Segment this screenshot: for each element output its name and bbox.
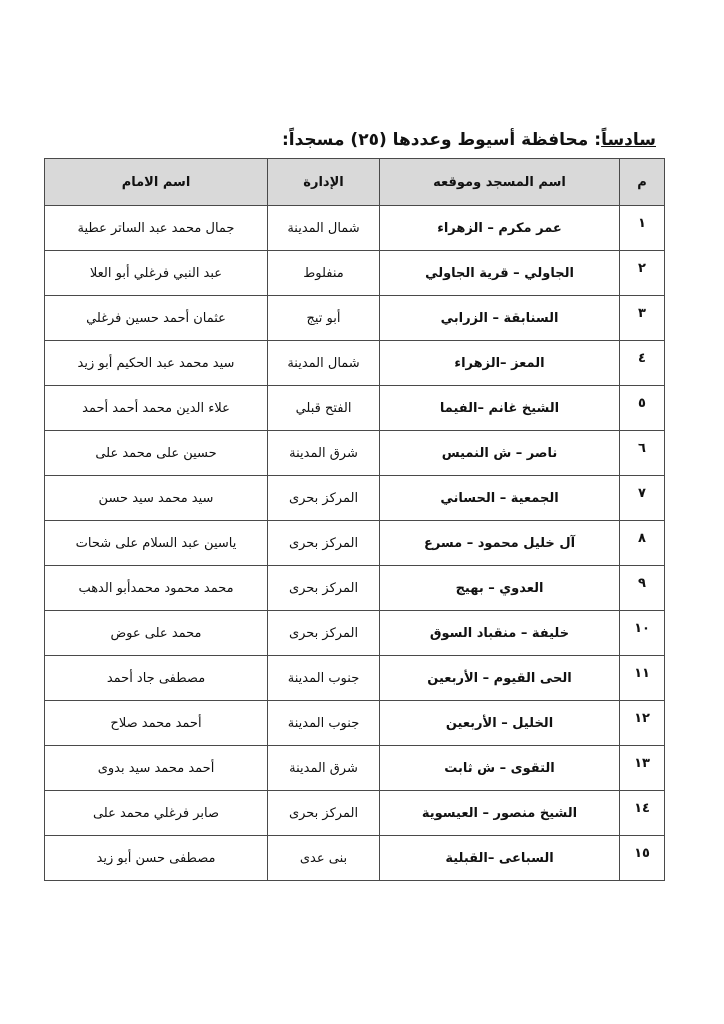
row-number: ١٤ [620,791,665,836]
mosque-name: الجمعية – الحساني [380,476,620,521]
mosque-name: الحى القيوم – الأربعين [380,656,620,701]
mosque-name: الشيخ غانم –الفيما [380,386,620,431]
mosque-name: المعز –الزهراء [380,341,620,386]
heading-lead: سادساً [601,130,656,150]
administration: جنوب المدينة [268,656,380,701]
row-number: ١١ [620,656,665,701]
table-row [45,656,665,701]
imam-name: حسين على محمد على [45,431,268,476]
imam-name: مصطفى جاد أحمد [45,656,268,701]
imam-name: سيد محمد عبد الحكيم أبو زيد [45,341,268,386]
row-number: ٢ [620,251,665,296]
administration: المركز بحرى [268,791,380,836]
administration: المركز بحرى [268,611,380,656]
imam-name: عثمان أحمد حسين فرغلي [45,296,268,341]
mosque-name: عمر مكرم – الزهراء [380,206,620,251]
mosque-name: التقوى – ش ثابت [380,746,620,791]
mosque-name: السنابقة – الزرابي [380,296,620,341]
administration: شرق المدينة [268,431,380,476]
row-number: ١٣ [620,746,665,791]
row-number: ٣ [620,296,665,341]
row-number: ٥ [620,386,665,431]
page-heading [40,130,656,150]
imam-name: سيد محمد سيد حسن [45,476,268,521]
table-row [45,341,665,386]
administration: شمال المدينة [268,341,380,386]
mosque-name: خليفة – منقباد السوق [380,611,620,656]
table-row [45,611,665,656]
mosque-name: السباعى –القبلية [380,836,620,881]
administration: جنوب المدينة [268,701,380,746]
imam-name: محمد على عوض [45,611,268,656]
header-imam: اسم الامام [45,159,268,206]
row-number: ٨ [620,521,665,566]
mosque-name: الشيخ منصور – العيسوية [380,791,620,836]
administration: بنى عدى [268,836,380,881]
table-row [45,521,665,566]
administration: المركز بحرى [268,476,380,521]
table-row [45,251,665,296]
header-number: م [620,159,665,206]
administration: أبو تيج [268,296,380,341]
row-number: ٧ [620,476,665,521]
administration: شمال المدينة [268,206,380,251]
mosque-name: الجاولي – قرية الجاولي [380,251,620,296]
row-number: ١٥ [620,836,665,881]
imam-name: عبد النبي فرغلي أبو العلا [45,251,268,296]
row-number: ٤ [620,341,665,386]
row-number: ١٠ [620,611,665,656]
heading-text: : محافظة أسيوط وعددها (٢٥) مسجداً: [281,130,602,150]
table-row [45,836,665,881]
mosque-name: الخليل – الأربعين [380,701,620,746]
imam-name: مصطفى حسن أبو زيد [45,836,268,881]
imam-name: علاء الدين محمد أحمد أحمد [45,386,268,431]
table-row [45,791,665,836]
header-mosque: اسم المسجد وموقعه [380,159,620,206]
mosques-table [44,158,665,881]
imam-name: أحمد محمد صلاح [45,701,268,746]
table-body [45,206,665,881]
administration: شرق المدينة [268,746,380,791]
imam-name: أحمد محمد سيد بدوى [45,746,268,791]
table-row [45,746,665,791]
mosque-name: العدوي – بهيج [380,566,620,611]
imam-name: صابر فرغلي محمد على [45,791,268,836]
administration: منفلوط [268,251,380,296]
row-number: ١ [620,206,665,251]
table-row [45,206,665,251]
mosque-name: آل خليل محمود – مسرع [380,521,620,566]
imam-name: جمال محمد عبد الساتر عطية [45,206,268,251]
administration: الفتح قبلي [268,386,380,431]
imam-name: ياسين عبد السلام على شحات [45,521,268,566]
table-row [45,386,665,431]
administration: المركز بحرى [268,521,380,566]
header-row [45,159,665,206]
mosque-name: ناصر – ش النميس [380,431,620,476]
table-row [45,476,665,521]
table-row [45,566,665,611]
imam-name: محمد محمود محمدأبو الدهب [45,566,268,611]
table-row [45,701,665,746]
table-header [45,159,665,206]
row-number: ٦ [620,431,665,476]
row-number: ٩ [620,566,665,611]
administration: المركز بحرى [268,566,380,611]
header-administration: الإدارة [268,159,380,206]
table-row [45,431,665,476]
table-row [45,296,665,341]
row-number: ١٢ [620,701,665,746]
